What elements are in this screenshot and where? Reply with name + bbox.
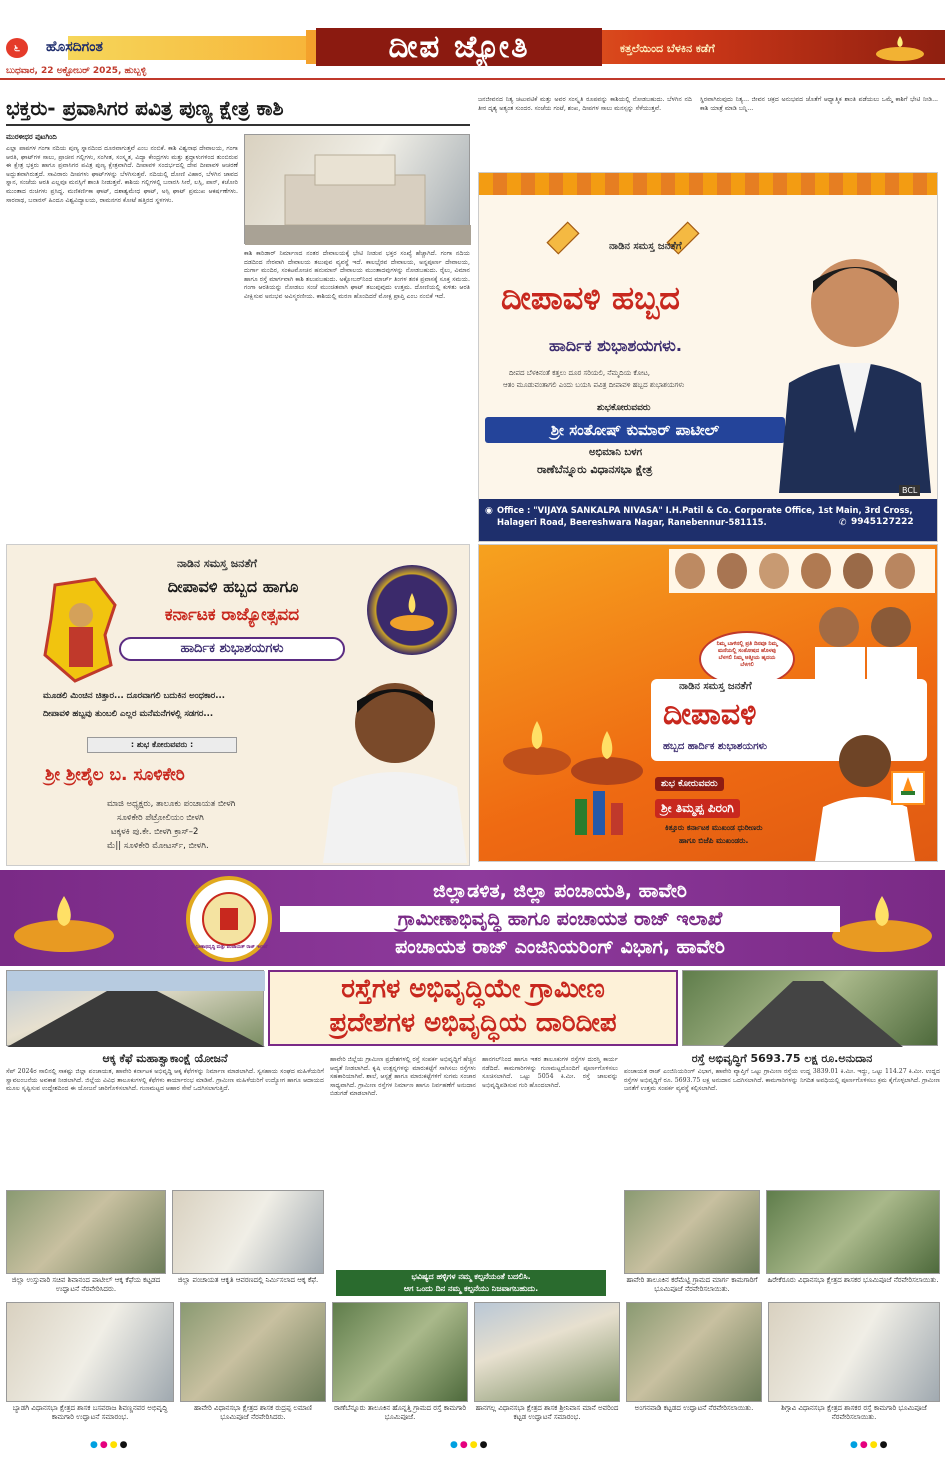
photo-caption: ಹಿರೇಕೆರೂರು ವಿಧಾನಸಭಾ ಕ್ಷೇತ್ರದ ಶಾಸಕರ ಭೂಮಿಪೂಜೆ ನೆರವೇರಿಸಲಾಯಿತು. bbox=[767, 1276, 939, 1284]
diya-medallion bbox=[367, 565, 457, 655]
ad-designation: ಮೆ|| ಸೂಳಿಕೇರಿ ಮೋಟರ್ಸ್, ಬೀಳಗಿ. bbox=[107, 841, 209, 851]
phone-icon: ✆ bbox=[839, 518, 847, 528]
kashi-photo bbox=[244, 134, 470, 244]
photo-caption: ಜಿಲ್ಲಾ ಉಸ್ತುವಾರಿ ಸಚಿವ ಶಿವಾನಂದ ಪಾಟೀಲ್ ಆಕ್ಕ ಕೆಫೆಯ ಕಟ್ಟಡದ ಉದ್ಘಾಟನೆ ನೆರವೇರಿಸಿದರು. bbox=[11, 1276, 161, 1293]
ad-title: ದೀಪಾವಳಿ bbox=[663, 697, 757, 732]
ad-santosh bbox=[478, 172, 938, 542]
event-photo bbox=[6, 1302, 174, 1402]
article-col4: ಸ್ಥಿರವಾಗಿರುವುದು ನಿತ್ಯ... ಜೀವನ ಚಕ್ರದ ಅನುಭವದ ಜೊತೆಗೆ ಆಧ್ಯಾತ್ಮಿಕ ಶಾಂತಿ ಪಡೆಯಲು ಒಮ್ಮೆ ಕಾಶಿಗೆ ಭೇಟಿ ನೀಡಿ... ಕಾಶಿ ಯಾತ್ರೆ ಮಾಡಿ ಬನ್ನಿ... bbox=[700, 96, 938, 112]
header-rule bbox=[0, 78, 945, 80]
location-icon: ◉ bbox=[485, 506, 493, 516]
leader-avatar bbox=[843, 553, 873, 589]
bjp-logo bbox=[891, 771, 925, 805]
lantern-icon bbox=[546, 221, 579, 254]
karnataka-map bbox=[35, 575, 125, 685]
ad-wishers: : ಶುಭ ಕೋರುವವರು : bbox=[87, 737, 237, 753]
ad-shivaleela bbox=[6, 544, 470, 866]
article-headline: ಭಕ್ತರು- ಪ್ರವಾಸಿಗರ ಪವಿತ್ರ ಪುಣ್ಯ ಕ್ಷೇತ್ರ ಕಾಶಿ bbox=[6, 96, 470, 126]
person-photo bbox=[769, 233, 935, 493]
photo-caption: ಶಿಗ್ಗಾವಿ ವಿಧಾನಸಭಾ ಕ್ಷೇತ್ರದ ಶಾಸಕರ ರಸ್ತೆ ಕಾಮಗಾರಿ ಭೂಮಿಪೂಜೆ ನೆರವೇರಿಸಲಾಯಿತು. bbox=[781, 1404, 927, 1421]
bubble-text: ನಿಮ್ಮ ಬಾಳಿನಲ್ಲಿ ಪ್ರತಿ ದಿನವೂ ನಿಮ್ಮ ಮನೆಯಲ್ಲಿ ಸಂತೋಷದ ಹೊಳಪು ಬೆಳಗಲಿ ನಿಮ್ಮ ಆತ್ಮೀಯ ಹೃದಯ ಬೆಳಗಲಿ bbox=[716, 641, 778, 668]
section-text: ಹಾನಗಲ್‌ನಿಂದ ಹಾಗೂ ಇತರ ತಾಲೂಕುಗಳ ರಸ್ತೆಗಳ ದುರಸ್ತಿ ಕಾರ್ಯ ನಡೆದಿದೆ. ಕಾಮಗಾರಿಗಳನ್ನು ಗುಣಮಟ್ಟದೊಂದಿಗೆ ಪೂರ್ಣಗೊಳಿಸಲು ಸೂಚಿಸಲಾಗಿದೆ. ಒಟ್ಟು 5054 ಕಿ.ಮೀ. ರಸ್ತೆ ಜಾಲವನ್ನು ಅಭಿವೃದ್ಧಿಪಡಿಸುವ ಗುರಿ ಹೊಂದಲಾಗಿದೆ. bbox=[482, 1056, 618, 1089]
ad-designation: ಹಾಗೂ ಬಿಜೆಪಿ ಮುಖಂಡರು. bbox=[679, 836, 749, 845]
section-heading: ಆಕ್ಕ ಕೆಫೆ ಮಹಾತ್ವಾಕಾಂಕ್ಷೆ ಯೋಜನೆ bbox=[102, 1052, 228, 1065]
ad-message: ಆತಂ ಮೂಡುವಂತಾಗಲಿ ಎಂದು ಬಯಸಿ ಪವಿತ್ರ ದೀಪಾವಳಿ ಹಬ್ಬದ ಶುಭಾಶಯಗಳು bbox=[503, 381, 685, 389]
ad-poem: ಮೂಡಲಿ ಮಿಂಚಿನ ಚಿತ್ತಾರ... ದೂರವಾಗಲಿ ಬದುಕಿನ ಅಂಧಕಾರ... bbox=[43, 691, 225, 701]
ad-fans: ಅಭಿಮಾನಿ ಬಳಗ bbox=[589, 447, 643, 458]
ad-title: ದೀಪಾವಳಿ ಹಬ್ಬದ bbox=[501, 279, 680, 317]
road-photo bbox=[6, 970, 264, 1046]
event-photo bbox=[172, 1190, 324, 1274]
diya-decor bbox=[4, 880, 134, 960]
ad-subtitle: ಹಾರ್ದಿಕ ಶುಭಾಶಯಗಳು. bbox=[549, 336, 682, 355]
event-photo bbox=[626, 1302, 762, 1402]
leader-avatar bbox=[759, 553, 789, 589]
ad-poem: ದೀಪಾವಳಿ ಹಬ್ಬವು ತುಂಬಲಿ ಎಲ್ಲರ ಮನೆಮನೆಗಳಲ್ಲಿ ಸಡಗರ... bbox=[43, 709, 214, 719]
ad-phone: 9945127222 bbox=[851, 517, 914, 527]
ad-timmappa bbox=[478, 544, 938, 862]
event-photo bbox=[6, 1190, 166, 1274]
leader-avatar bbox=[675, 553, 705, 589]
photo-caption: ಹಾವೇರಿ ತಾಲೂಕಿನ ಕರೆಮೆಟ್ಟಿ ಗ್ರಾಮದ ಮಾರ್ಗ ಕಾಮಗಾರಿಗೆ ಭೂಮಿಪೂಜೆ ನೆರವೇರಿಸಲಾಯಿತು. bbox=[626, 1276, 758, 1293]
ad-designation: ಸೂಳಿಕೇರಿ ಪೆಟ್ರೋಲಿಯಂ ಬೀಳಗಿ bbox=[117, 813, 204, 823]
masthead bbox=[0, 0, 945, 76]
org-line: ಗ್ರಾಮೀಣಾಭಿವೃದ್ಧಿ ಹಾಗೂ ಪಂಚಾಯತ ರಾಜ್ ಇಲಾಖೆ bbox=[280, 906, 840, 932]
ad-wishers: ಶುಭಕೋರುವವರು bbox=[597, 403, 651, 413]
motto-line: ಭವಿಷ್ಯದ ಹಳ್ಳಿಗಳ ನಮ್ಮ ಕಲ್ಪನೆಯಂತೆ ಬದಲಿಸಿ. bbox=[411, 1272, 531, 1281]
section-text: ಹಾವೇರಿ ಜಿಲ್ಲೆಯ ಗ್ರಾಮೀಣ ಪ್ರದೇಶಗಳಲ್ಲಿ ರಸ್ತೆ ಸಂಪರ್ಕ ಅಭಿವೃದ್ಧಿಗೆ ಹೆಚ್ಚಿನ ಆದ್ಯತೆ ನೀಡಲಾಗಿದೆ. ಕೃಷಿ ಉತ್ಪನ್ನಗಳನ್ನು ಮಾರುಕಟ್ಟೆಗೆ ಸಾಗಿಸಲು ರಸ್ತೆಗಳು ಸಹಕಾರಿಯಾಗಿವೆ. ಶಾಲೆ, ಆಸ್ಪತ್ರೆ ಹಾಗೂ ಮಾರುಕಟ್ಟೆಗಳಿಗೆ ಸುಗಮ ಸಂಚಾರ ಸಾಧ್ಯವಾಗಿದೆ. ಗ್ರಾಮೀಣ ರಸ್ತೆಗಳ ನಿರ್ಮಾಣ ಹಾಗೂ ನಿರ್ವಹಣೆಗೆ ಅನುದಾನ ಬಿಡುಗಡೆ ಮಾಡಲಾಗಿದೆ. bbox=[330, 1056, 476, 1098]
event-photo bbox=[180, 1302, 326, 1402]
dateline: ಬುಧವಾರ, 22 ಅಕ್ಟೋಬರ್ 2025, ಹುಬ್ಬಳ್ಳಿ bbox=[6, 66, 147, 76]
page-number: ೬ bbox=[6, 38, 28, 58]
photo-caption: ರಾಣೆಬೆನ್ನೂರು ತಾಲೂಕಿನ ಹೊನ್ನತ್ತಿ ಗ್ರಾಮದ ರಸ್ತೆ ಕಾಮಗಾರಿ ಭೂಮಿಪೂಜೆ. bbox=[333, 1404, 467, 1421]
event-photo bbox=[768, 1302, 940, 1402]
ad-line: ಹಾರ್ದಿಕ ಶುಭಾಶಯಗಳು bbox=[119, 637, 345, 661]
article-col3: ಜನಜೀವನದ ನಿತ್ಯ ಚಟುವಟಿಕೆ ಮತ್ತು ಅವರ ಸಂಸ್ಕೃತಿ ರೂಪವನ್ನು ಕಾಶಿಯಲ್ಲಿ ನೋಡಬಹುದು. ಬೆಳಗಿನ ನದಿ ತೀರ ದೃಶ್ಯ ಅತ್ಯಂತ ಸುಂದರ. ಸಂಜೆಯ ಗಂಟೆ, ಶಂಖ, ದೀಪಗಳ ಸಾಲು ಮನಸ್ಸನ್ನು ಸೆಳೆಯುತ್ತವೆ. bbox=[478, 96, 692, 112]
diya-icon bbox=[870, 32, 930, 62]
ad-intro: ನಾಡಿನ ಸಮಸ್ತ ಜನತೆಗೆ bbox=[177, 557, 257, 570]
ad-constituency: ರಾಣೆಬೆನ್ನೂರು ವಿಧಾನಸಭಾ ಕ್ಷೇತ್ರ bbox=[537, 463, 653, 476]
brand-logo bbox=[68, 36, 308, 60]
section-title: ದೀಪ ಜ್ಯೋತಿ bbox=[316, 28, 602, 66]
ad-message: ದೀಪದ ಬೆಳಕಿನಂತೆ ಕತ್ತಲು ದೂರ ಸರಿಯಲಿ, ನೆಮ್ಮದಿಯ ಕೋಟ, bbox=[509, 369, 651, 377]
leader-avatar bbox=[885, 553, 915, 589]
bcl-badge: BCL bbox=[899, 485, 920, 496]
leader-avatar bbox=[717, 553, 747, 589]
ad-name: ಶ್ರೀ ಸಂತೋಷ್ ಕುಮಾರ್ ಪಾಟೀಲ್ bbox=[485, 417, 785, 443]
print-registration-marks: ●●●● bbox=[90, 1440, 130, 1450]
photo-caption: ಬ್ಯಾಡಗಿ ವಿಧಾನಸಭಾ ಕ್ಷೇತ್ರದ ಶಾಸಕ ಬಸವರಾಜ ಶಿವಣ್ಣನವರ ಅಭಿವೃದ್ಧಿ ಕಾಮಗಾರಿ ಉದ್ಘಾಟನೆ ಸಮಾರಂಭ. bbox=[12, 1404, 168, 1421]
ad-address: Office : "VIJAYA SANKALPA NIVASA" I.H.Patil & Co. Corporate Office, 1st Main, 3rd Cross, Halageri Road, Beereshwara Nagar, Ranebennur-581115. bbox=[497, 505, 913, 527]
section-heading: ರಸ್ತೆ ಅಭಿವೃದ್ಧಿಗೆ 5693.75 ಲಕ್ಷ ರೂ.ಅನುದಾನ bbox=[691, 1052, 873, 1065]
ad-wishers: ಶುಭ ಕೋರುವವರು bbox=[655, 777, 724, 791]
ad-name: ಶ್ರೀ ಶ್ರೀಶೈಲ ಬ. ಸೂಳಿಕೇರಿ bbox=[45, 765, 185, 785]
photo-caption: ಅಂಗನವಾಡಿ ಕಟ್ಟಡದ ಉದ್ಘಾಟನೆ ನೆರವೇರಿಸಲಾಯಿತು. bbox=[634, 1404, 754, 1412]
section-text: ಪಂಚಾಯತ ರಾಜ್ ಎಂಜಿನಿಯರಿಂಗ್ ವಿಭಾಗ, ಹಾವೇರಿ ವ್ಯಾಪ್ತಿಗೆ ಒಟ್ಟು ಗ್ರಾಮೀಣ ರಸ್ತೆಯ ಉದ್ದ 3839.01 ಕಿ.ಮೀ. ಇದ್ದು, ಒಟ್ಟು 114.27 ಕಿ.ಮೀ. ಉದ್ದದ ರಸ್ತೆಗಳ ಅಭಿವೃದ್ಧಿಗೆ ರೂ. 5693.75 ಲಕ್ಷ ಅನುದಾನ ಒದಗಿಸಲಾಗಿದೆ. ಕಾಮಗಾರಿಗಳನ್ನು ನಿಗದಿತ ಅವಧಿಯಲ್ಲಿ ಪೂರ್ಣಗೊಳಿಸಲು ಕ್ರಮ ಕೈಗೊಳ್ಳಲಾಗಿದೆ. ಗ್ರಾಮೀಣ ಜನತೆಗೆ ಉತ್ತಮ ಸಂಪರ್ಕ ವ್ಯವಸ್ಥೆ ಕಲ್ಪಿಸಲಾಗಿದೆ. bbox=[624, 1068, 940, 1093]
org-line: ಜಿಲ್ಲಾಡಳಿತ, ಜಿಲ್ಲಾ ಪಂಚಾಯತಿ, ಹಾವೇರಿ bbox=[433, 880, 687, 902]
seal-text: ಗ್ರಾಮೀಣಾಭಿವೃದ್ಧಿ ಮತ್ತು ಪಂಚಾಯತ್ ರಾಜ್ ಇಲಾಖೆ bbox=[190, 945, 268, 950]
photo-caption: ಜಿಲ್ಲಾ ಪಂಚಾಯತ ಆಕೃತಿ ಆವರಣದಲ್ಲಿ ನಿರ್ಮಿಸಲಾದ ಆಕ್ಕ ಕೆಫೆ. bbox=[177, 1276, 319, 1284]
article-col1: ಎಲ್ಲಾ ಪಾಪಗಳ ಗಂಗಾ ನದಿಯ ಪುಣ್ಯ ಸ್ನಾನದಿಂದ ದೂರವಾಗುತ್ತವೆ ಎಂಬ ನಂಬಿಕೆ. ಕಾಶಿ ವಿಶ್ವನಾಥ ದೇವಾಲಯ, ಗಂಗಾ ಆರತಿ, ಘಾಟ್‌ಗಳ ಸಾಲು, ಪ್ರಾಚೀನ ಗಲ್ಲಿಗಳು, ಸಂಗೀತ, ಸಂಸ್ಕೃತ, ವಿದ್ಯಾ ಕೇಂದ್ರಗಳು ಮತ್ತು ಶ್ರದ್ಧಾಳುಗಳಿಂದ ತುಂಬಿರುವ ಈ ಕ್ಷೇತ್ರ ಭಕ್ತರು ಹಾಗೂ ಪ್ರವಾಸಿಗರ ಪವಿತ್ರ ಪುಣ್ಯ ಕ್ಷೇತ್ರವಾಗಿದೆ. ದೀಪಾವಳಿ ಸಂದರ್ಭದಲ್ಲಿ ದೇವ ದೀಪಾವಳಿ ಆಚರಣೆ ಅದ್ಭುತವಾಗಿರುತ್ತದೆ. ಸಾವಿರಾರು ದೀಪಗಳು ಘಾಟ್‌ಗಳನ್ನು ಬೆಳಗಿಸುತ್ತವೆ. ನದಿಯಲ್ಲಿ ದೋಣಿ ವಿಹಾರ, ಬೆಳಗಿನ ಜಾವದ ಸ್ನಾನ, ಸಂಜೆಯ ಆರತಿ ಎಲ್ಲವೂ ಮನಸ್ಸಿಗೆ ಶಾಂತಿ ನೀಡುತ್ತವೆ. ಕಾಶಿಯ ಗಲ್ಲಿಗಳಲ್ಲಿ ಬನಾರಸಿ ಸೀರೆ, ಲಸ್ಸಿ, ಪಾನ್, ಕಚೋರಿ ಮುಂತಾದ ರುಚಿಗಳು ಪ್ರಸಿದ್ಧ. ಮಣಿಕರ್ಣಿಕಾ ಘಾಟ್, ದಶಾಶ್ವಮೇಧ ಘಾಟ್, ಅಸ್ಸಿ ಘಾಟ್ ಪ್ರಮುಖ ಆಕರ್ಷಣೆಗಳು. ಸಾರನಾಥ, ಬನಾರಸ್ ಹಿಂದೂ ವಿಶ್ವವಿದ್ಯಾಲಯ, ರಾಮನಗರ ಕೋಟೆ ಹತ್ತಿರದ ಸ್ಥಳಗಳು. bbox=[6, 145, 238, 204]
article-byline: ಮುರಳೀಧರ ಪುಟಗಿಂದಿ bbox=[6, 133, 57, 141]
event-photo bbox=[766, 1190, 940, 1274]
person-photo bbox=[323, 657, 467, 863]
ad-line: ದೀಪಾವಳಿ ಹಬ್ಬದ ಹಾಗೂ bbox=[167, 577, 299, 596]
ad-line: ಕರ್ನಾಟಕ ರಾಜ್ಯೋತ್ಸವದ bbox=[164, 605, 300, 625]
person-photo bbox=[799, 597, 929, 687]
ad-designation: ಟಕ್ಕಳಕಿ ಪು.ಕೇ. ಬೀಳಗಿ ಕ್ರಾಸ್–2 bbox=[111, 827, 199, 837]
event-photo bbox=[332, 1302, 468, 1402]
print-registration-marks: ●●●● bbox=[850, 1440, 890, 1450]
org-line: ಪಂಚಾಯತ ರಾಜ್ ಎಂಜಿನಿಯರಿಂಗ್ ವಿಭಾಗ, ಹಾವೇರಿ bbox=[395, 936, 725, 958]
section-text: ಸೆಪ್ 2024ರ ಸಾಲಿನಲ್ಲಿ ಸಾಕಷ್ಟು ಜಿಲ್ಲಾ ಪಂಚಾಯತ, ಹಾವೇರಿ ಕರ್ನಾಟಕ ಅಭಿವೃದ್ಧಿ ಆಕ್ಕ ಕೆಫೆಗಳನ್ನು ನಿರ್ಮಾಣ ಮಾಡಲಾಗಿದೆ. ಸ್ವಸಹಾಯ ಸಂಘದ ಮಹಿಳೆಯರಿಗೆ ಸ್ವಾವಲಂಬನೆಯ ಅವಕಾಶ ನೀಡಲಾಗಿದೆ. ಜಿಲ್ಲೆಯ ವಿವಿಧ ತಾಲೂಕುಗಳಲ್ಲಿ ಕೆಫೆಗಳು ಕಾರ್ಯಾರಂಭ ಮಾಡಿವೆ. ಗ್ರಾಮೀಣ ಮಹಿಳೆಯರಿಗೆ ಉದ್ಯೋಗ ಹಾಗೂ ಆದಾಯದ ಮೂಲ ಸೃಷ್ಟಿಸುವ ಉದ್ದೇಶದಿಂದ ಈ ಯೋಜನೆ ಜಾರಿಗೊಳಿಸಲಾಗಿದೆ. ಗುಣಮಟ್ಟದ ಆಹಾರ ಸೇವೆ ಒದಗಿಸಲಾಗುತ್ತಿದೆ. bbox=[6, 1068, 324, 1093]
brand-name: ಹೊಸದಿಗಂತ bbox=[46, 39, 103, 55]
article-col2: ಕಾಶಿ ಕಾರಿಡಾರ್ ನಿರ್ಮಾಣದ ನಂತರ ದೇವಾಲಯಕ್ಕೆ ಭೇಟಿ ನೀಡುವ ಭಕ್ತರ ಸಂಖ್ಯೆ ಹೆಚ್ಚಾಗಿದೆ. ಗಂಗಾ ನದಿಯ ದಡದಿಂದ ನೇರವಾಗಿ ದೇವಾಲಯ ತಲುಪುವ ವ್ಯವಸ್ಥೆ ಇದೆ. ಕಾಲಭೈರವ ದೇವಾಲಯ, ಅನ್ನಪೂರ್ಣ ದೇವಾಲಯ, ದುರ್ಗಾ ಮಂದಿರ, ಸಂಕಟಮೋಚನ ಹನುಮಾನ್ ದೇವಾಲಯ ಮುಂತಾದವುಗಳನ್ನು ನೋಡಬಹುದು. ರೈಲು, ವಿಮಾನ ಹಾಗೂ ರಸ್ತೆ ಮಾರ್ಗವಾಗಿ ಕಾಶಿ ತಲುಪಬಹುದು. ಅಕ್ಟೋಬರ್‌ನಿಂದ ಮಾರ್ಚ್ ತಿಂಗಳ ತನಕ ಪ್ರವಾಸಕ್ಕೆ ಸೂಕ್ತ ಸಮಯ. ಗಂಗಾ ಆರತಿಯನ್ನು ನೋಡಲು ಸಂಜೆ ಮುಂಚಿತವಾಗಿ ಘಾಟ್ ತಲುಪುವುದು ಉತ್ತಮ. ದೋಣಿಯಲ್ಲಿ ಕುಳಿತು ಆರತಿ ವೀಕ್ಷಿಸುವ ಅನುಭವ ಅವಿಸ್ಮರಣೀಯ. ಕಾಶಿಯಲ್ಲಿ ಮರಣ ಹೊಂದಿದರೆ ಮೋಕ್ಷ ಪ್ರಾಪ್ತಿ ಎಂಬ ನಂಬಿಕೆ ಇದೆ. bbox=[244, 250, 470, 300]
road-photo bbox=[682, 970, 938, 1046]
ad-intro: ನಾಡಿನ ಸಮಸ್ತ ಜನತೆಗೆ bbox=[679, 681, 752, 692]
marigold-garland bbox=[479, 173, 938, 195]
photo-caption: ಹಾನಗಲ್ಲ ವಿಧಾನಸಭಾ ಕ್ಷೇತ್ರದ ಶಾಸಕ ಶ್ರೀನಿವಾಸ ಮಾನೆ ಅವರಿಂದ ಕಟ್ಟಡ ಉದ್ಘಾಟನೆ ಸಮಾರಂಭ. bbox=[475, 1404, 619, 1421]
ad-designation: ಕಿತ್ತೂರು ಕರ್ನಾಟಕ ಮುಖಂಡ ಧುರೀಣರು bbox=[665, 823, 763, 832]
firecracker-icon bbox=[569, 779, 629, 839]
tagline: ಕತ್ತಲೆಯಿಂದ ಬೆಳಕಿನ ಕಡೆಗೆ bbox=[620, 42, 715, 55]
photo-caption: ಹಾವೇರಿ ವಿಧಾನಸಭಾ ಕ್ಷೇತ್ರದ ಶಾಸಕ ರುದ್ರಪ್ಪ ಲಮಾಣಿ ಭೂಮಿಪೂಜೆ ನೆರವೇರಿಸಿದರು. bbox=[194, 1404, 312, 1421]
ad-subtitle: ಹಬ್ಬದ ಹಾರ್ದಿಕ ಶುಭಾಶಯಗಳು bbox=[663, 741, 768, 752]
event-photo bbox=[624, 1190, 760, 1274]
print-registration-marks: ●●●● bbox=[450, 1440, 490, 1450]
ad-designation: ಮಾಜಿ ಅಧ್ಯಕ್ಷರು, ತಾಲೂಕು ಪಂಚಾಯತ ಬೀಳಗಿ bbox=[107, 799, 236, 809]
banner-line: ರಸ್ತೆಗಳ ಅಭಿವೃದ್ಧಿಯೇ ಗ್ರಾಮೀಣ bbox=[341, 974, 605, 1004]
leader-avatar bbox=[801, 553, 831, 589]
event-photo bbox=[474, 1302, 620, 1402]
ad-intro: ನಾಡಿನ ಸಮಸ್ತ ಜನತೆಗೆ bbox=[609, 241, 682, 252]
banner-line: ಪ್ರದೇಶಗಳ ಅಭಿವೃದ್ಧಿಯ ದಾರಿದೀಪ bbox=[329, 1008, 617, 1038]
motto-line: ಆಗ ಒಂದು ದಿನ ನಮ್ಮ ಕಲ್ಪನೆಯು ನಿಜವಾಗಬಹುದು. bbox=[403, 1284, 539, 1293]
ad-name: ಶ್ರೀ ತಿಮ್ಮಪ್ಪ ಪಿರಂಗಿ bbox=[655, 799, 740, 818]
